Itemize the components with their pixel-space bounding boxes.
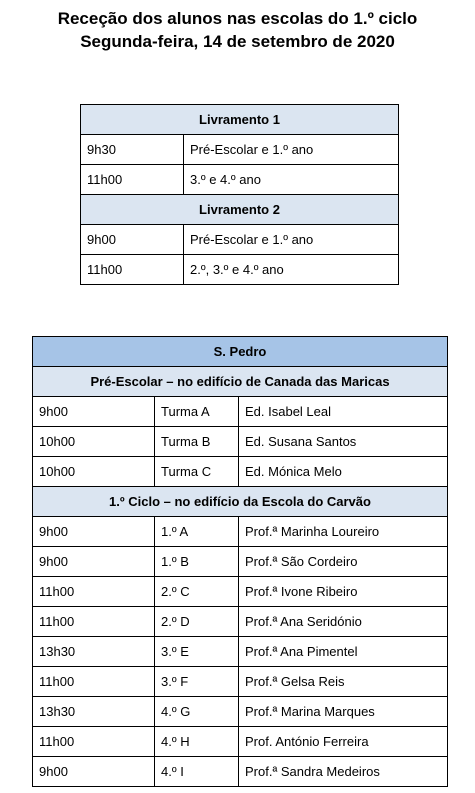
time-cell: 13h30 [33, 697, 155, 727]
table-row [33, 517, 448, 547]
table-row [33, 427, 448, 457]
class-cell: 3.º F [155, 667, 239, 697]
teacher-cell: Prof.ª Sandra Medeiros [239, 757, 448, 787]
teacher-cell: Prof. António Ferreira [239, 727, 448, 757]
class-cell: Turma B [155, 427, 239, 457]
spedro-schedule-table [32, 336, 448, 787]
teacher-cell: Prof.ª Gelsa Reis [239, 667, 448, 697]
table-row [33, 697, 448, 727]
time-cell: 11h00 [33, 607, 155, 637]
class-cell: 4.º I [155, 757, 239, 787]
table-row [81, 225, 399, 255]
table-row [81, 165, 399, 195]
class-cell: Turma A [155, 397, 239, 427]
time-cell: 9h00 [33, 547, 155, 577]
time-cell: 11h00 [81, 165, 184, 195]
page-subtitle: Segunda-feira, 14 de setembro de 2020 [80, 32, 395, 51]
time-cell: 9h00 [33, 757, 155, 787]
time-cell: 10h00 [33, 457, 155, 487]
time-cell: 13h30 [33, 637, 155, 667]
table-row [33, 397, 448, 427]
time-cell: 11h00 [33, 727, 155, 757]
teacher-cell: Ed. Mónica Melo [239, 457, 448, 487]
time-cell: 9h30 [81, 135, 184, 165]
time-cell: 11h00 [33, 667, 155, 697]
class-cell: 4.º H [155, 727, 239, 757]
group-cell: 3.º e 4.º ano [184, 165, 399, 195]
time-cell: 9h00 [33, 397, 155, 427]
section-title: Livramento 1 [81, 105, 399, 135]
section-header-row [33, 487, 448, 517]
group-cell: Pré-Escolar e 1.º ano [184, 135, 399, 165]
time-cell: 11h00 [81, 255, 184, 285]
class-cell: 1.º A [155, 517, 239, 547]
table-title: S. Pedro [33, 337, 448, 367]
table-row [33, 757, 448, 787]
class-cell: Turma C [155, 457, 239, 487]
section-title: Pré-Escolar – no edifício de Canada das Maricas [33, 367, 448, 397]
class-cell: 4.º G [155, 697, 239, 727]
teacher-cell: Ed. Isabel Leal [239, 397, 448, 427]
class-cell: 2.º D [155, 607, 239, 637]
teacher-cell: Prof.ª Ivone Ribeiro [239, 577, 448, 607]
section-title: Livramento 2 [81, 195, 399, 225]
time-cell: 11h00 [33, 577, 155, 607]
teacher-cell: Prof.ª São Cordeiro [239, 547, 448, 577]
table-row [33, 607, 448, 637]
time-cell: 10h00 [33, 427, 155, 457]
teacher-cell: Prof.ª Marinha Loureiro [239, 517, 448, 547]
section-title: 1.º Ciclo – no edifício da Escola do Carvão [33, 487, 448, 517]
table-row [81, 255, 399, 285]
teacher-cell: Prof.ª Ana Pimentel [239, 637, 448, 667]
section-header-row [81, 195, 399, 225]
class-cell: 2.º C [155, 577, 239, 607]
table-row [33, 577, 448, 607]
teacher-cell: Prof.ª Marina Marques [239, 697, 448, 727]
section-header-row [33, 367, 448, 397]
table-row [33, 727, 448, 757]
table-row [33, 457, 448, 487]
group-cell: Pré-Escolar e 1.º ano [184, 225, 399, 255]
section-header-row [81, 105, 399, 135]
table-row [33, 547, 448, 577]
class-cell: 3.º E [155, 637, 239, 667]
time-cell: 9h00 [81, 225, 184, 255]
teacher-cell: Prof.ª Ana Seridónio [239, 607, 448, 637]
group-cell: 2.º, 3.º e 4.º ano [184, 255, 399, 285]
time-cell: 9h00 [33, 517, 155, 547]
class-cell: 1.º B [155, 547, 239, 577]
teacher-cell: Ed. Susana Santos [239, 427, 448, 457]
table-row [33, 667, 448, 697]
page-title: Receção dos alunos nas escolas do 1.º ciclo [57, 9, 418, 28]
table-row [33, 637, 448, 667]
livramento-schedule-table [80, 104, 399, 285]
table-title-row [33, 337, 448, 367]
table-row [81, 135, 399, 165]
